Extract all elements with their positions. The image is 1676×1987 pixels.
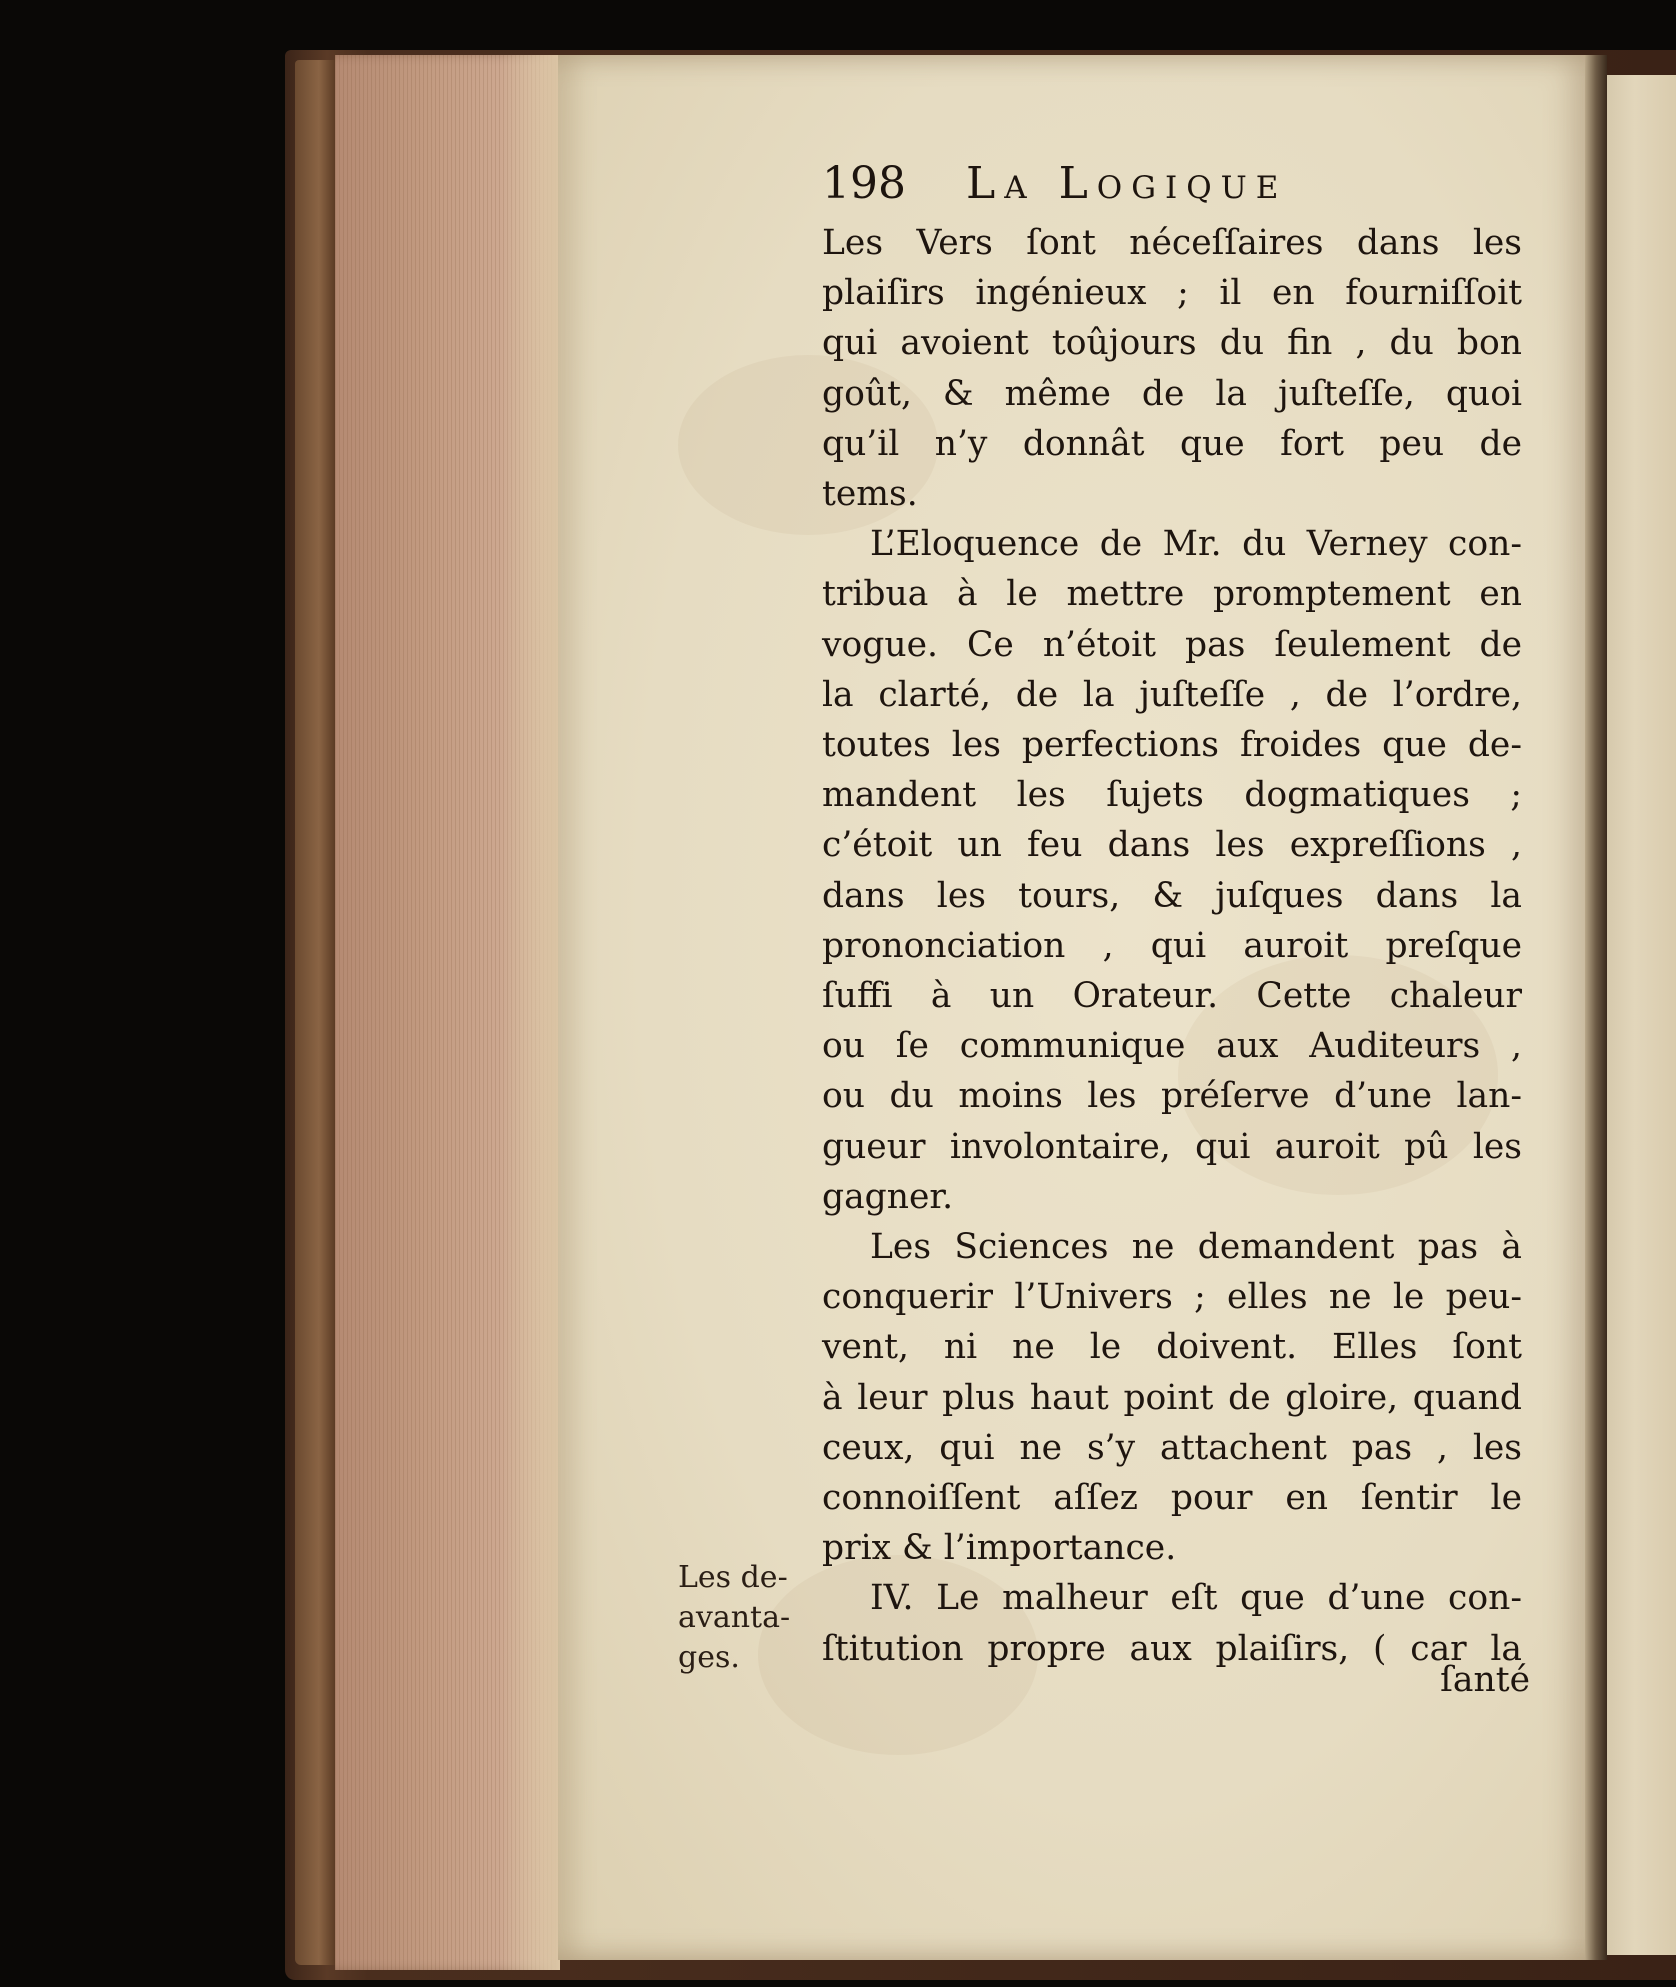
facing-page-edge [1607,75,1676,1955]
text-line: IV. Le malheur eſt que d’une con- [870,1578,1522,1619]
text-line: connoiſſent aſſez pour en ſentir le [822,1478,1522,1519]
text-line: Les Vers ſont néceſſaires dans les [822,223,1522,263]
marginal-note-line: Les de- [678,1560,788,1595]
text-line: ou ſe communique aux Auditeurs , [822,1026,1522,1067]
cover-spine-edge [295,60,335,1965]
text-line: qu’il n’y donnât que fort peu de [822,423,1522,464]
body-text [822,218,1522,1674]
text-line: qui avoient toûjours du fin , du bon [822,323,1522,364]
text-line: toutes les perfections froides que de- [822,725,1522,766]
text-line: à leur plus haut point de gloire, quand [822,1377,1522,1418]
page-number: 198 [822,158,906,209]
text-line: dans les tours, & juſques dans la [822,875,1522,916]
text-line: prix & l’importance. [822,1528,1177,1569]
paragraph [822,1222,1522,1573]
marginal-note-line: avanta- [678,1600,791,1635]
marginal-note-line: ges. [678,1640,740,1675]
book-gutter [1585,55,1607,1960]
text-line: plaiſirs ingénieux ; il en fourniſſoit [822,273,1522,314]
text-line: ſuffi à un Orateur. Cette chaleur [822,976,1522,1017]
text-line: gagner. [822,1176,954,1217]
text-line: la clarté, de la juſteſſe , de l’ordre, [822,674,1522,715]
text-line: c’étoit un feu dans les expreſſions , [822,825,1522,866]
running-title: La Logique [966,158,1288,209]
paragraph [822,1573,1522,1673]
text-line: goût, & même de la juſteſſe, quoi [822,373,1522,414]
text-line: gueur involontaire, qui auroit pû les [822,1126,1522,1167]
paragraph [822,519,1522,1222]
running-head [822,158,1522,209]
page-block-fade [500,55,560,1970]
text-line: prononciation , qui auroit preſque [822,925,1522,966]
text-line: mandent les ſujets dogmatiques ; [822,775,1522,816]
catchword: ſanté [1440,1660,1530,1700]
text-line: ceux, qui ne s’y attachent pas , les [822,1427,1522,1468]
text-line: vent, ni ne le doivent. Elles ſont [822,1327,1522,1368]
text-line: ou du moins les préſerve d’une lan- [822,1076,1522,1117]
text-line: conquerir l’Univers ; elles ne le peu- [822,1277,1522,1318]
text-line: tems. [822,474,918,515]
text-line: tribua à le mettre promptement en [822,574,1522,615]
text-line: vogue. Ce n’étoit pas ſeulement de [822,624,1522,665]
text-line: Les Sciences ne demandent pas à [870,1227,1522,1268]
text-line: ſtitution propre aux plaiſirs, ( car la [822,1628,1522,1669]
marginal-note [678,1558,791,1678]
text-line: L’Eloquence de Mr. du Verney con- [870,524,1522,565]
paragraph [822,218,1522,519]
